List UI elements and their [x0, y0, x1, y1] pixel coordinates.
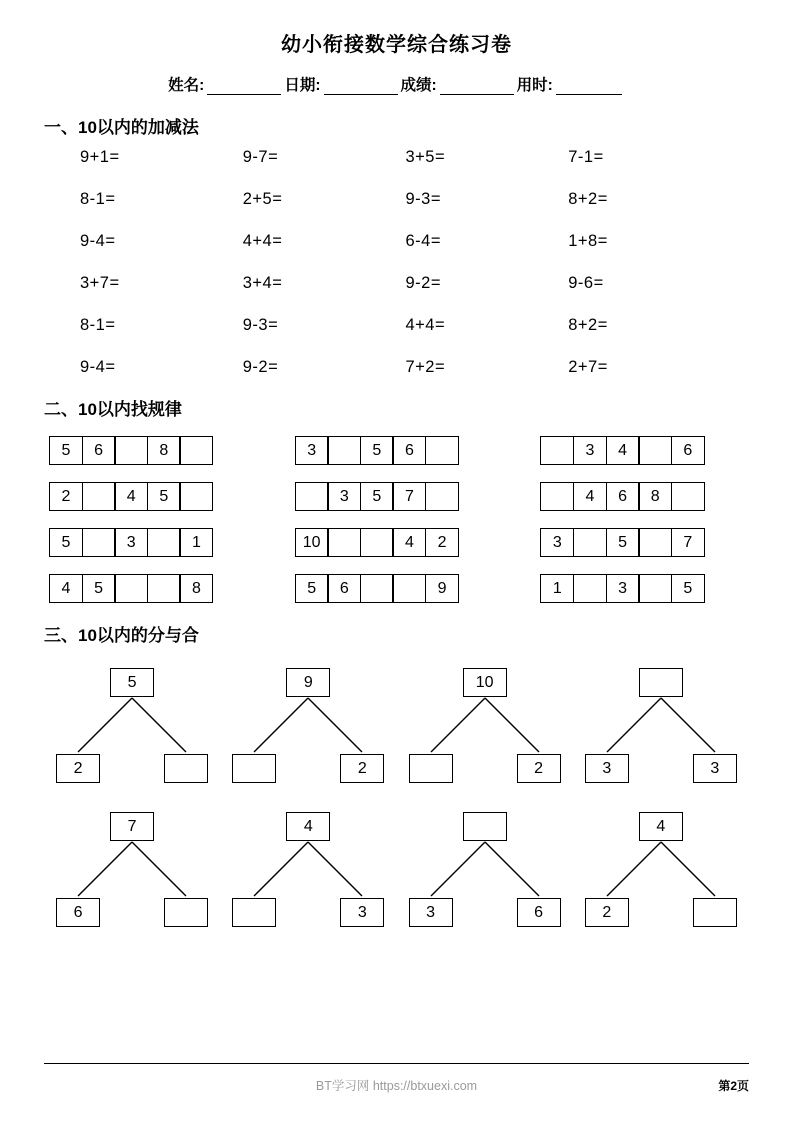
bond-left-box[interactable]: 2 [56, 754, 100, 783]
pattern-grid [44, 436, 749, 603]
pattern-cell[interactable]: 7 [392, 482, 426, 511]
bond-left-box[interactable] [409, 754, 453, 783]
bond-left-box[interactable]: 3 [585, 754, 629, 783]
arithmetic-problem: 6-4= [405, 232, 441, 250]
pattern-cell[interactable] [360, 574, 394, 603]
arithmetic-problem: 2+5= [242, 190, 283, 208]
bond-left-box[interactable]: 2 [585, 898, 629, 927]
arithmetic-problem: 9-3= [405, 190, 441, 208]
pattern-row [49, 528, 253, 557]
arithmetic-problem: 1+8= [568, 232, 608, 250]
pattern-row [49, 574, 253, 603]
pattern-row [295, 574, 499, 603]
pattern-cell[interactable]: 4 [392, 528, 426, 557]
bond-total-box[interactable]: 9 [286, 668, 330, 697]
bond-total-box[interactable] [639, 668, 683, 697]
bond-total-box[interactable]: 4 [286, 812, 330, 841]
pattern-cell[interactable]: 5 [360, 482, 394, 511]
pattern-cell[interactable] [179, 482, 213, 511]
arithmetic-problem: 9-4= [80, 232, 116, 250]
arithmetic-problem: 3+5= [405, 148, 446, 166]
arithmetic-problem: 9-4= [80, 358, 116, 376]
arithmetic-problem: 8-1= [80, 190, 116, 208]
pattern-cell[interactable] [425, 482, 459, 511]
pattern-cell[interactable]: 6 [606, 482, 640, 511]
pattern-cell[interactable] [114, 436, 148, 465]
pattern-cell[interactable] [147, 528, 181, 557]
number-bond [577, 806, 745, 936]
arithmetic-problem: 9-7= [242, 148, 279, 166]
number-bond [224, 806, 392, 936]
pattern-cell[interactable]: 3 [114, 528, 148, 557]
pattern-cell[interactable]: 5 [49, 528, 83, 557]
arithmetic-problem: 9-2= [242, 358, 279, 376]
info-blank-date[interactable] [324, 79, 398, 95]
pattern-cell[interactable]: 10 [295, 528, 329, 557]
pattern-cell[interactable]: 5 [671, 574, 705, 603]
number-bond [48, 662, 216, 792]
bond-total-box[interactable]: 4 [639, 812, 683, 841]
bond-left-box[interactable] [232, 898, 276, 927]
pattern-cell[interactable]: 8 [147, 436, 181, 465]
bond-right-box[interactable] [164, 754, 208, 783]
arithmetic-problem: 7-1= [568, 148, 604, 166]
pattern-cell[interactable] [573, 574, 607, 603]
bond-right-box[interactable]: 3 [340, 898, 384, 927]
pattern-cell[interactable]: 6 [671, 436, 705, 465]
pattern-cell[interactable] [638, 528, 672, 557]
footer-divider [44, 1063, 749, 1064]
pattern-cell[interactable]: 8 [179, 574, 213, 603]
pattern-cell[interactable]: 9 [425, 574, 459, 603]
pattern-cell[interactable] [392, 574, 426, 603]
pattern-cell[interactable]: 5 [147, 482, 181, 511]
bond-total-box[interactable] [463, 812, 507, 841]
pattern-cell[interactable]: 3 [606, 574, 640, 603]
pattern-cell[interactable]: 4 [114, 482, 148, 511]
pattern-cell[interactable] [147, 574, 181, 603]
bond-total-box[interactable]: 10 [463, 668, 507, 697]
bond-right-box[interactable] [693, 898, 737, 927]
number-bond [401, 806, 569, 936]
pattern-cell[interactable]: 1 [179, 528, 213, 557]
bond-right-box[interactable] [164, 898, 208, 927]
pattern-cell[interactable]: 5 [606, 528, 640, 557]
arithmetic-problem: 7+2= [405, 358, 446, 376]
arithmetic-problem: 4+4= [242, 232, 283, 250]
bond-left-box[interactable]: 3 [409, 898, 453, 927]
pattern-cell[interactable] [638, 436, 672, 465]
pattern-row [49, 436, 253, 465]
pattern-cell[interactable] [179, 436, 213, 465]
bond-total-box[interactable]: 5 [110, 668, 154, 697]
bond-right-box[interactable]: 2 [340, 754, 384, 783]
number-bond [224, 662, 392, 792]
arithmetic-problem: 4+4= [405, 316, 446, 334]
pattern-cell[interactable]: 6 [82, 436, 116, 465]
info-blank-time[interactable] [556, 79, 622, 95]
pattern-row [540, 482, 744, 511]
pattern-cell[interactable]: 1 [540, 574, 574, 603]
pattern-cell[interactable]: 4 [49, 574, 83, 603]
student-info-line [44, 73, 749, 95]
bond-left-box[interactable]: 6 [56, 898, 100, 927]
arithmetic-grid [44, 148, 749, 377]
pattern-cell[interactable]: 3 [327, 482, 361, 511]
pattern-row [540, 574, 744, 603]
info-blank-name[interactable] [207, 79, 281, 95]
number-bond [48, 806, 216, 936]
arithmetic-problem: 9-3= [242, 316, 279, 334]
pattern-cell[interactable] [327, 528, 361, 557]
info-field-name [168, 73, 284, 95]
bond-right-box[interactable]: 3 [693, 754, 737, 783]
pattern-cell[interactable]: 3 [573, 436, 607, 465]
info-label-name: 姓名: [168, 77, 205, 94]
arithmetic-problem: 8+2= [568, 316, 608, 334]
arithmetic-problem: 3+4= [242, 274, 283, 292]
pattern-row [295, 528, 499, 557]
pattern-cell[interactable] [540, 482, 574, 511]
page-number: 第2页 [718, 1079, 749, 1093]
page-title: 幼小衔接数学综合练习卷 [281, 34, 512, 56]
arithmetic-problem: 2+7= [568, 358, 608, 376]
pattern-cell[interactable]: 4 [573, 482, 607, 511]
section-heading-number-bonds: 三、10以内的分与合 [44, 626, 199, 645]
pattern-cell[interactable] [671, 482, 705, 511]
info-label-time: 用时: [516, 77, 553, 94]
pattern-cell[interactable] [360, 528, 394, 557]
arithmetic-problem: 3+7= [80, 274, 120, 292]
arithmetic-problem: 9-6= [568, 274, 604, 292]
pattern-cell[interactable] [540, 436, 574, 465]
pattern-cell[interactable]: 5 [295, 574, 329, 603]
number-bond [577, 662, 745, 792]
info-blank-score[interactable] [440, 79, 514, 95]
pattern-cell[interactable]: 2 [49, 482, 83, 511]
pattern-cell[interactable] [114, 574, 148, 603]
footer-credit: BT学习网 https://btxuexi.com [315, 1079, 478, 1093]
pattern-cell[interactable]: 4 [606, 436, 640, 465]
number-bond-grid [44, 662, 749, 936]
pattern-cell[interactable]: 8 [638, 482, 672, 511]
bond-right-box[interactable]: 2 [517, 754, 561, 783]
info-label-date: 日期: [284, 77, 321, 94]
pattern-cell[interactable]: 6 [327, 574, 361, 603]
pattern-cell[interactable] [295, 482, 329, 511]
pattern-cell[interactable]: 5 [82, 574, 116, 603]
arithmetic-problem: 9-2= [405, 274, 441, 292]
pattern-row [540, 528, 744, 557]
info-label-score: 成绩: [400, 77, 437, 94]
arithmetic-problem: 8-1= [80, 316, 116, 334]
info-field-score [401, 73, 517, 95]
pattern-cell[interactable]: 5 [360, 436, 394, 465]
info-field-date [284, 73, 400, 95]
pattern-cell[interactable] [82, 482, 116, 511]
arithmetic-problem: 8+2= [568, 190, 608, 208]
bond-left-box[interactable] [232, 754, 276, 783]
section-heading-patterns: 二、10以内找规律 [44, 400, 182, 419]
pattern-row [295, 436, 499, 465]
pattern-cell[interactable] [573, 528, 607, 557]
pattern-cell[interactable] [82, 528, 116, 557]
pattern-cell[interactable] [425, 436, 459, 465]
info-field-time [517, 73, 625, 95]
pattern-cell[interactable]: 6 [392, 436, 426, 465]
pattern-cell[interactable]: 5 [49, 436, 83, 465]
arithmetic-problem: 9+1= [80, 148, 120, 166]
pattern-cell[interactable]: 7 [671, 528, 705, 557]
bond-total-box[interactable]: 7 [110, 812, 154, 841]
section-heading-arithmetic: 一、10以内的加减法 [44, 118, 199, 137]
pattern-row [49, 482, 253, 511]
pattern-cell[interactable]: 3 [540, 528, 574, 557]
pattern-cell[interactable]: 2 [425, 528, 459, 557]
bond-right-box[interactable]: 6 [517, 898, 561, 927]
pattern-cell[interactable]: 3 [295, 436, 329, 465]
number-bond [401, 662, 569, 792]
pattern-row [540, 436, 744, 465]
pattern-row [295, 482, 499, 511]
pattern-cell[interactable] [327, 436, 361, 465]
pattern-cell[interactable] [638, 574, 672, 603]
